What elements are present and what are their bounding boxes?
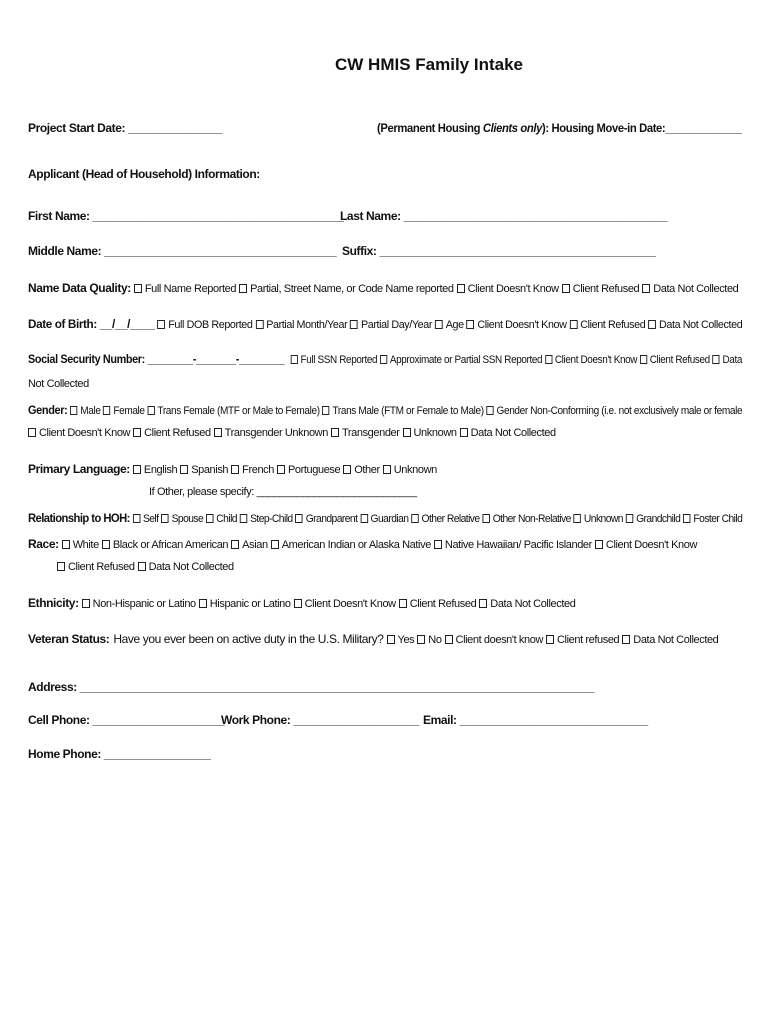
option-label: Trans Male (FTM or Female to Male) xyxy=(332,405,484,417)
checkbox[interactable] xyxy=(457,284,465,293)
veteran-label: Veteran Status: xyxy=(28,632,110,646)
option-label: Male xyxy=(80,405,101,417)
checkbox[interactable] xyxy=(383,465,391,474)
option-label: Full DOB Reported xyxy=(168,319,253,331)
checkbox[interactable] xyxy=(648,320,656,329)
checkbox[interactable] xyxy=(103,406,110,415)
option-label: Data Not Collected xyxy=(659,319,743,331)
option-label: Spouse xyxy=(171,513,204,525)
option-label: Female xyxy=(113,405,145,417)
checkbox[interactable] xyxy=(486,406,493,415)
checkbox[interactable] xyxy=(161,514,168,523)
checkbox[interactable] xyxy=(642,284,650,293)
option-label: Non-Hispanic or Latino xyxy=(92,598,196,610)
option-label: Age xyxy=(445,319,464,331)
checkbox[interactable] xyxy=(180,465,188,474)
checkbox[interactable] xyxy=(387,635,395,644)
checkbox[interactable] xyxy=(133,465,141,474)
option-label: Data Not Collected xyxy=(653,283,739,295)
option-label: Other Relative xyxy=(421,513,480,525)
last-name-field[interactable]: Last Name: __________________________________________ xyxy=(340,209,668,223)
ethnicity-label: Ethnicity: xyxy=(28,596,79,610)
language-row xyxy=(28,462,437,476)
housing-move-in-date-field[interactable] xyxy=(377,121,742,135)
option-label: Partial Month/Year xyxy=(266,319,348,331)
checkbox[interactable] xyxy=(133,428,141,437)
relationship-row xyxy=(28,511,742,525)
option-label: No xyxy=(428,634,442,646)
checkbox[interactable] xyxy=(434,540,442,549)
option-label: Yes xyxy=(397,634,415,646)
option-label: Native Hawaiian/ Pacific Islander xyxy=(444,539,592,551)
option-label: Self xyxy=(142,513,159,525)
language-label: Primary Language: xyxy=(28,462,130,476)
option-label: Transgender xyxy=(341,427,400,439)
option-label: Gender Non-Conforming (i.e. not exclusively male or female xyxy=(496,405,743,417)
option-label: Data Not Collected xyxy=(470,427,556,439)
option-label: Client Refused xyxy=(68,561,135,573)
checkbox[interactable] xyxy=(231,465,239,474)
option-label: Client Refused xyxy=(649,354,710,366)
home-phone-field[interactable]: Home Phone: _________________ xyxy=(28,747,211,761)
housing-suffix: ): Housing Move-in Date:_____________ xyxy=(542,121,742,135)
checkbox[interactable] xyxy=(399,599,407,608)
checkbox[interactable] xyxy=(445,635,453,644)
option-label: Data Not Collected xyxy=(148,561,234,573)
option-label: Client Doesn't Know xyxy=(477,319,567,331)
housing-clients-only: Clients only xyxy=(482,121,543,135)
checkbox[interactable] xyxy=(467,320,475,329)
option-label: Unknown xyxy=(413,427,457,439)
checkbox[interactable] xyxy=(62,540,70,549)
option-label: Data Not Collected xyxy=(490,598,576,610)
checkbox[interactable] xyxy=(277,465,285,474)
option-label: Trans Female (MTF or Male to Female) xyxy=(157,405,320,417)
checkbox[interactable] xyxy=(157,320,165,329)
checkbox[interactable] xyxy=(640,355,647,364)
gender-row-2 xyxy=(25,427,556,439)
project-start-date-field[interactable]: Project Start Date: _______________ xyxy=(28,121,223,135)
section-heading: Applicant (Head of Household) Information: xyxy=(28,167,260,181)
option-label: Data Not Collected xyxy=(633,634,719,646)
option-label: Child xyxy=(216,513,237,525)
option-label: Grandparent xyxy=(305,513,358,525)
option-label: Approximate or Partial SSN Reported xyxy=(389,354,543,366)
checkbox[interactable] xyxy=(214,428,222,437)
checkbox[interactable] xyxy=(255,320,263,329)
option-label: Client Doesn't Know xyxy=(467,283,559,295)
checkbox[interactable] xyxy=(360,514,367,523)
checkbox[interactable] xyxy=(240,514,247,523)
checkbox[interactable] xyxy=(546,635,554,644)
option-label: Client refused xyxy=(557,634,620,646)
relationship-label: Relationship to HOH: xyxy=(28,511,130,525)
checkbox[interactable] xyxy=(417,635,425,644)
checkbox[interactable] xyxy=(199,599,207,608)
housing-prefix: (Permanent Housing xyxy=(377,121,483,135)
ssn-row xyxy=(28,352,742,366)
checkbox[interactable] xyxy=(102,540,110,549)
checkbox[interactable] xyxy=(435,320,443,329)
race-label: Race: xyxy=(28,537,59,551)
checkbox[interactable] xyxy=(295,514,302,523)
option-label: Client Refused xyxy=(409,598,477,610)
checkbox[interactable] xyxy=(133,514,140,523)
option-label: Client Refused xyxy=(572,283,640,295)
checkbox[interactable] xyxy=(291,355,298,364)
option-label: Client Doesn't Know xyxy=(304,598,396,610)
checkbox[interactable] xyxy=(343,465,351,474)
veteran-row xyxy=(28,632,718,646)
checkbox[interactable] xyxy=(380,355,387,364)
checkbox[interactable] xyxy=(239,284,247,293)
cell-phone-field[interactable]: Cell Phone: _____________________ xyxy=(28,713,225,727)
checkbox[interactable] xyxy=(479,599,487,608)
first-name-field[interactable]: First Name: ________________________________________ xyxy=(28,209,344,223)
work-phone-field[interactable]: Work Phone: ____________________ xyxy=(221,713,419,727)
option-label: Data xyxy=(722,354,743,366)
address-field[interactable]: Address: __________________________________________________________________________________ xyxy=(28,680,595,694)
option-label: American Indian or Alaska Native xyxy=(281,539,431,551)
option-label: Other Non-Relative xyxy=(492,513,571,525)
checkbox[interactable] xyxy=(70,406,77,415)
option-label: Full Name Reported xyxy=(144,283,237,295)
language-other-field[interactable]: If Other, please specify: ____________________________ xyxy=(149,486,417,498)
option-label: Black or African American xyxy=(112,539,229,551)
option-label: Client Refused xyxy=(580,319,646,331)
checkbox[interactable] xyxy=(460,428,468,437)
checkbox[interactable] xyxy=(294,599,302,608)
ssn-continuation: Not Collected xyxy=(28,378,89,390)
ssn-label[interactable]: Social Security Number: ________-_______-________ xyxy=(28,352,285,366)
checkbox[interactable] xyxy=(82,599,90,608)
option-label: Hispanic or Latino xyxy=(209,598,291,610)
option-label: Client Doesn't Know xyxy=(39,427,131,439)
checkbox[interactable] xyxy=(482,514,489,523)
option-label: Client doesn't know xyxy=(455,634,543,646)
option-label: French xyxy=(242,464,274,476)
checkbox[interactable] xyxy=(206,514,213,523)
option-label: Client Doesn't Know xyxy=(605,539,698,551)
option-label: Partial, Street Name, or Code Name reported xyxy=(250,283,454,295)
option-label: Full SSN Reported xyxy=(300,354,378,366)
option-label: Step-Child xyxy=(250,513,293,525)
checkbox[interactable] xyxy=(562,284,570,293)
checkbox[interactable] xyxy=(322,406,329,415)
option-label: Other xyxy=(354,464,380,476)
option-label: Portuguese xyxy=(287,464,341,476)
checkbox[interactable] xyxy=(411,514,418,523)
name-quality-row xyxy=(28,281,738,295)
dob-label[interactable]: Date of Birth: __/__/____ xyxy=(28,317,155,331)
option-label: Grandchild xyxy=(636,513,681,525)
race-row-2 xyxy=(54,561,234,573)
checkbox[interactable] xyxy=(622,635,630,644)
checkbox[interactable] xyxy=(57,562,65,571)
option-label: Client Refused xyxy=(144,427,211,439)
checkbox[interactable] xyxy=(28,428,36,437)
checkbox[interactable] xyxy=(595,540,603,549)
checkbox[interactable] xyxy=(626,514,633,523)
gender-row xyxy=(28,403,742,417)
option-label: Spanish xyxy=(191,464,229,476)
dob-row xyxy=(28,317,742,331)
checkbox[interactable] xyxy=(331,428,339,437)
checkbox[interactable] xyxy=(271,540,279,549)
gender-label: Gender: xyxy=(28,403,68,417)
race-row xyxy=(28,537,697,551)
checkbox[interactable] xyxy=(134,284,142,293)
checkbox[interactable] xyxy=(403,428,411,437)
checkbox[interactable] xyxy=(545,355,552,364)
page-title: CW HMIS Family Intake xyxy=(335,55,523,74)
option-label: Foster Child xyxy=(693,513,743,525)
checkbox[interactable] xyxy=(147,406,154,415)
checkbox[interactable] xyxy=(350,320,358,329)
option-label: Transgender Unknown xyxy=(224,427,328,439)
checkbox[interactable] xyxy=(138,562,146,571)
checkbox[interactable] xyxy=(683,514,690,523)
option-label: Guardian xyxy=(370,513,409,525)
option-label: Asian xyxy=(242,539,268,551)
veteran-question: Have you ever been on active duty in the U.S. Military? xyxy=(113,632,384,646)
ethnicity-row xyxy=(28,596,575,610)
checkbox[interactable] xyxy=(231,540,239,549)
checkbox[interactable] xyxy=(713,355,720,364)
option-label: English xyxy=(143,464,178,476)
checkbox[interactable] xyxy=(569,320,577,329)
option-label: Unknown xyxy=(583,513,623,525)
option-label: Client Doesn't Know xyxy=(554,354,638,366)
option-label: Unknown xyxy=(393,464,437,476)
option-label: Partial Day/Year xyxy=(360,319,433,331)
option-label: White xyxy=(72,539,99,551)
suffix-field[interactable]: Suffix: ____________________________________________ xyxy=(342,244,656,258)
middle-name-field[interactable]: Middle Name: _____________________________________ xyxy=(28,244,337,258)
checkbox[interactable] xyxy=(574,514,581,523)
email-field[interactable]: Email: ______________________________ xyxy=(423,713,648,727)
name-quality-label: Name Data Quality: xyxy=(28,281,131,295)
